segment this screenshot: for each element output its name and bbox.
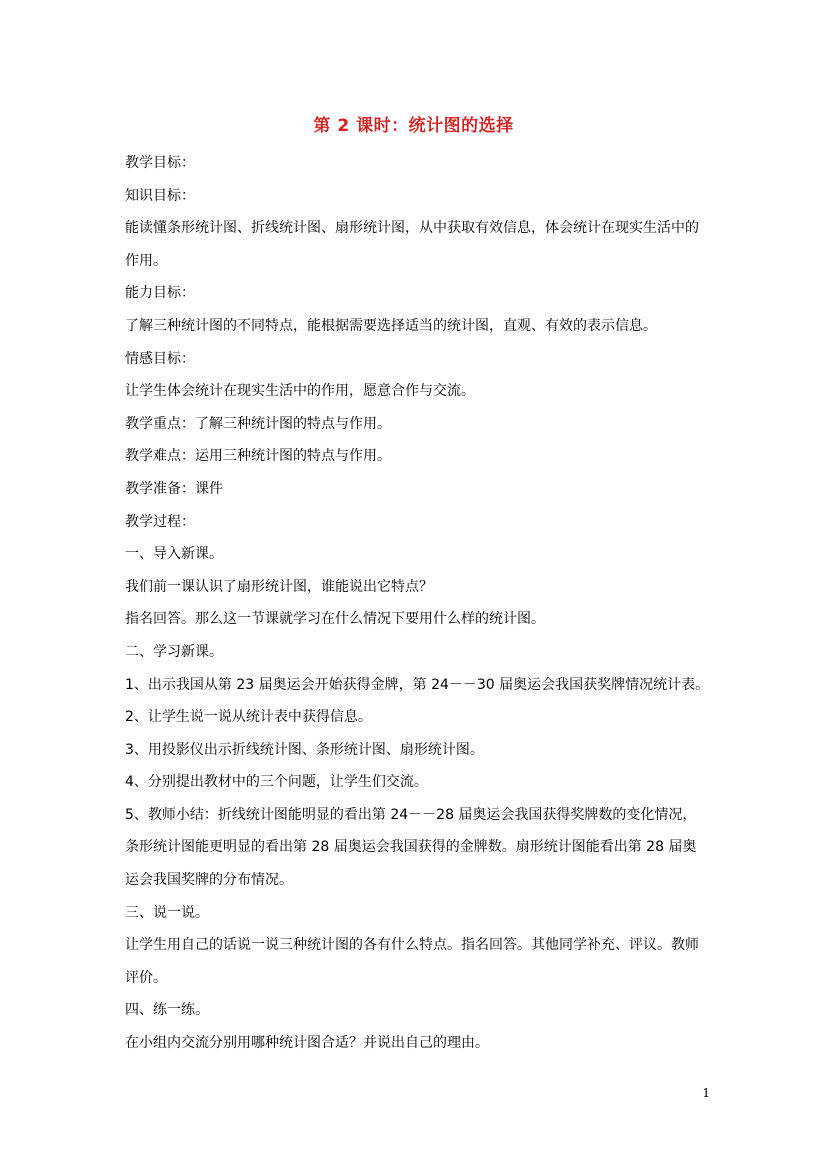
process-heading: 教学过程： [125, 513, 195, 530]
knowledge-goals-text: 能读懂条形统计图、折线统计图、扇形统计图，从中获取有效信息，体会统计在现实生活中的作用。 [125, 220, 699, 269]
difficult-points: 教学难点：运用三种统计图的特点与作用。 [125, 448, 391, 465]
emotion-goals-heading: 情感目标： [125, 350, 195, 367]
preparation: 教学准备：课件 [125, 480, 223, 497]
section-new-lesson-heading: 二、学习新课。 [125, 643, 223, 660]
section-practice-heading: 四、练一练。 [125, 1002, 209, 1019]
section-intro-heading: 一、导入新课。 [125, 546, 223, 563]
intro-answer: 指名回答。那么这一节课就学习在什么情况下要用什么样的统计图。 [125, 611, 545, 628]
discuss-text: 让学生用自己的话说一说三种统计图的各有什么特点。指名回答。其他同学补充、评议。教师评价。 [125, 937, 699, 986]
step-5-summary: 5、教师小结：折线统计图能明显的看出第 24－－28 届奥运会我国获得奖牌数的变化情况，条形统计图能更明显的看出第 28 届奥运会我国获得的金牌数。扇形统计图能看出第 28 届奥运会我国奖牌的分布情况。 [125, 806, 697, 889]
step-1: 1、出示我国从第 23 届奥运会开始获得金牌，第 24－－30 届奥运会我国获奖牌情况统计表。 [125, 676, 710, 693]
page-title: 第 2 课时：统计图的选择 [313, 116, 514, 136]
page-number: 1 [702, 1086, 710, 1100]
step-4: 4、分别提出教材中的三个问题，让学生们交流。 [125, 774, 428, 791]
practice-text: 在小组内交流分别用哪种统计图合适？并说出自己的理由。 [125, 1035, 489, 1052]
key-points: 教学重点：了解三种统计图的特点与作用。 [125, 415, 391, 432]
knowledge-goals-heading: 知识目标： [125, 187, 195, 204]
intro-question: 我们前一课认识了扇形统计图，谁能说出它特点？ [125, 578, 433, 595]
ability-goals-text: 了解三种统计图的不同特点，能根据需要选择适当的统计图，直观、有效的表示信息。 [125, 317, 657, 334]
step-3: 3、用投影仪出示折线统计图、条形统计图、扇形统计图。 [125, 741, 484, 758]
document-body [125, 147, 710, 1060]
emotion-goals-text: 让学生体会统计在现实生活中的作用，愿意合作与交流。 [125, 383, 475, 400]
teaching-goals-heading: 教学目标： [125, 155, 195, 171]
ability-goals-heading: 能力目标： [125, 285, 195, 302]
section-discuss-heading: 三、说一说。 [125, 904, 209, 921]
step-2: 2、让学生说一说从统计表中获得信息。 [125, 709, 372, 726]
